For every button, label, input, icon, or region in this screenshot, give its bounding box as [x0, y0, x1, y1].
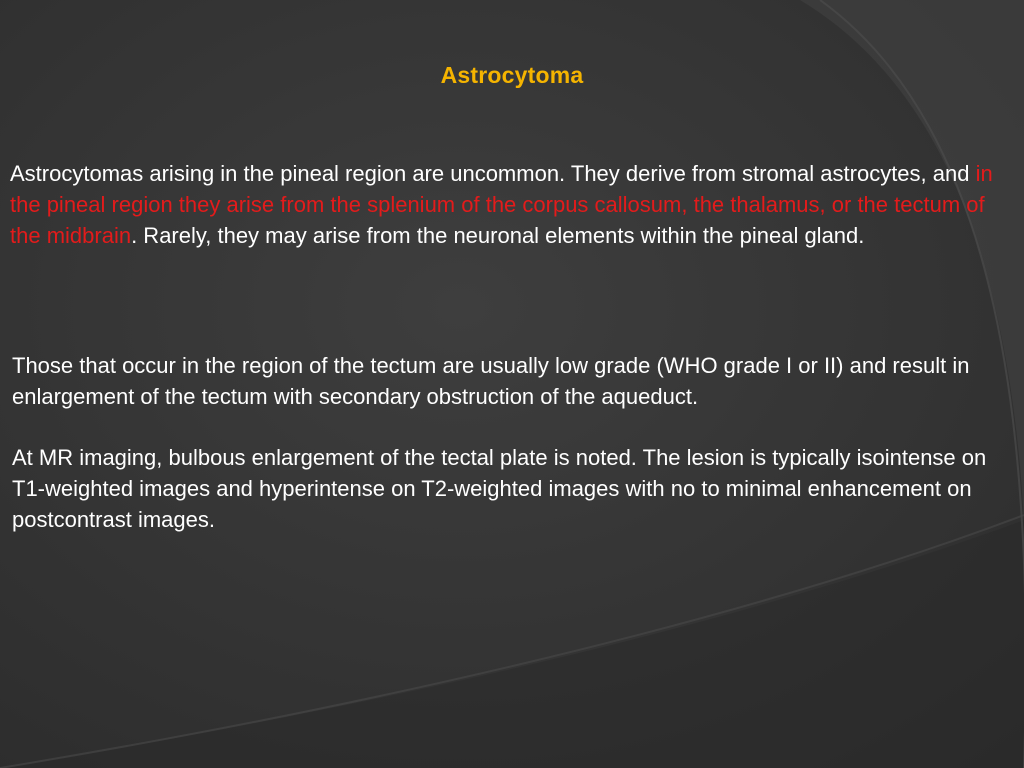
paragraph-tectum: Those that occur in the region of the tectum are usually low grade (WHO grade I or II) and result in enlargement of the tectum with secondary obstruction of the aqueduct.: [12, 353, 970, 409]
paragraph-origin-text-after: . Rarely, they may arise from the neuronal elements within the pineal gland.: [131, 223, 865, 248]
paragraph-origin-highlight: in the pineal region they arise from the splenium of the corpus callosum, the thalamus, or the tectum of the midbrain: [10, 161, 993, 248]
slide-title: Astrocytoma: [440, 62, 584, 88]
paragraph-mr-imaging: At MR imaging, bulbous enlargement of the tectal plate is noted. The lesion is typically isointense on T1-weighted images and hyperintense on T2-weighted images with no to minimal enhancement on postcontrast images.: [12, 445, 987, 532]
paragraph-origin-text-before: Astrocytomas arising in the pineal region are uncommon. They derive from stromal astrocytes, and: [10, 161, 976, 186]
paragraph-origin: [10, 158, 1010, 251]
